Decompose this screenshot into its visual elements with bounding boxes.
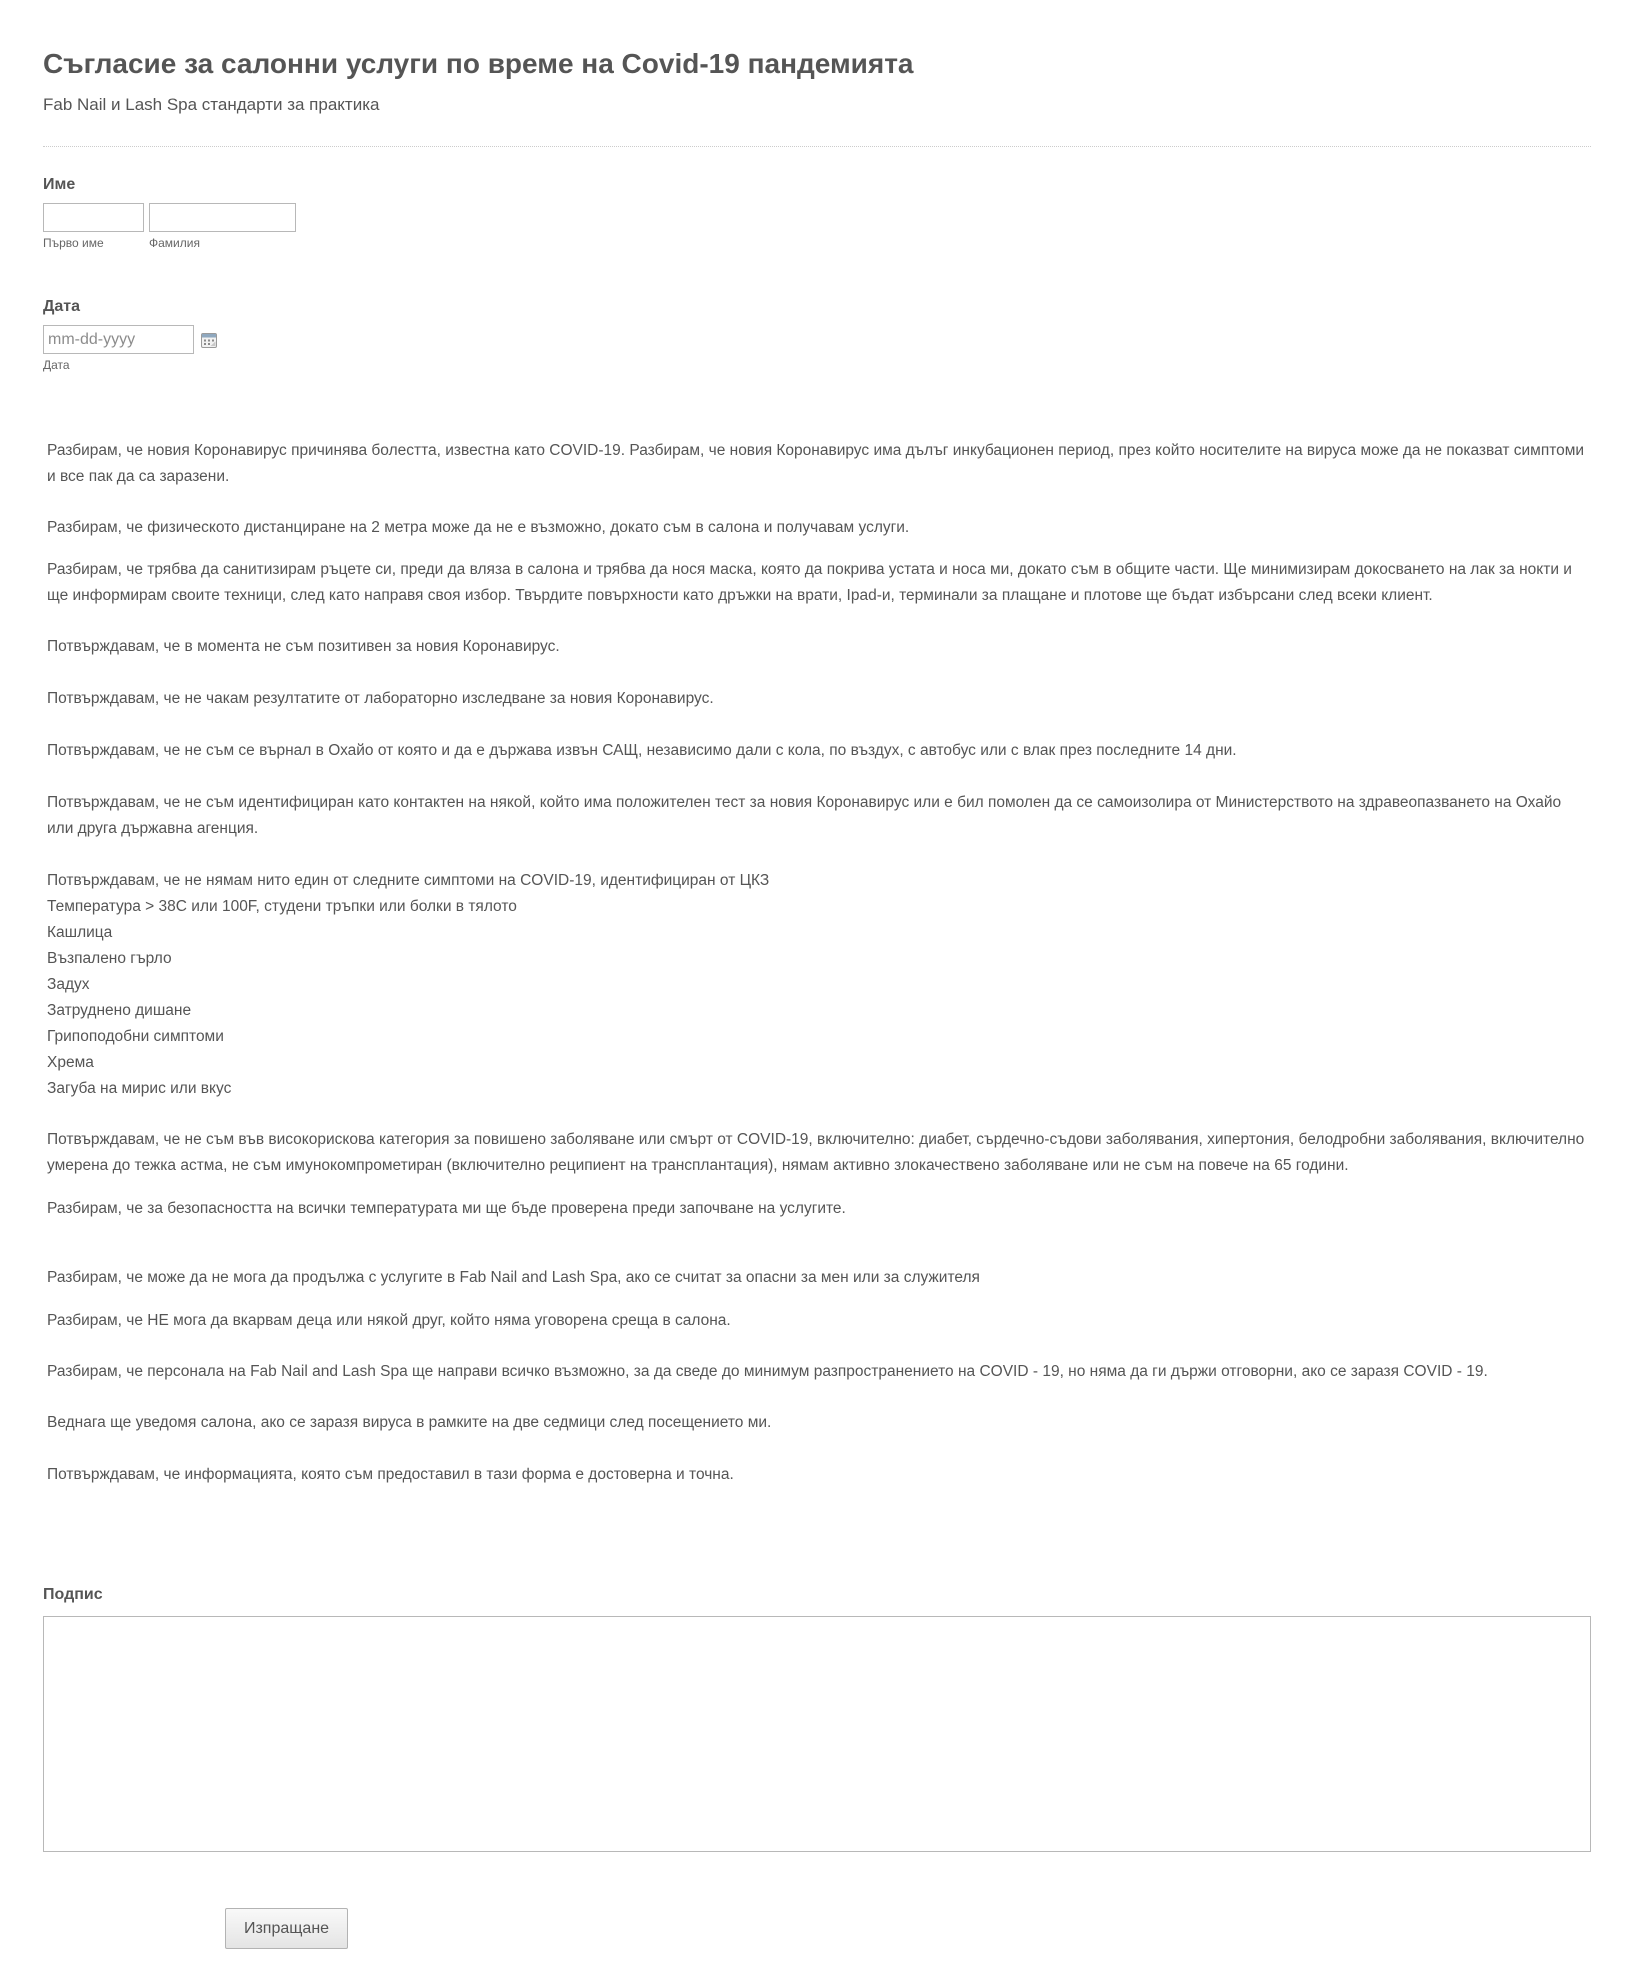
consent-paragraph: Разбирам, че за безопасността на всички температурата ми ще бъде проверена преди започване на услугите. <box>47 1200 846 1217</box>
consent-paragraph: Веднага ще уведомя салона, ако се заразя вируса в рамките на две седмици след посещението ми. <box>47 1414 772 1431</box>
consent-paragraph: Потвърждавам, че не съм във високорискова категория за повишено заболяване или смърт от COVID-19, включително: диабет, сърдечно-съдови заболявания, хипертония, белодробни заболявания, включително умерена до тежка астма, не съм имунокомпрометиран (включително реципиент на трансплантация), нямам активно злокачествено заболяване или не съм на повече на 65 години. <box>47 1131 1585 1174</box>
symptom-item: Задух <box>47 976 90 993</box>
symptom-item: Кашлица <box>47 924 113 941</box>
symptom-item: Затруднено дишане <box>47 1002 192 1019</box>
date-input[interactable] <box>43 325 194 354</box>
symptom-list <box>47 894 1587 1102</box>
consent-paragraph: Разбирам, че персонала на Fab Nail and Lash Spa ще направи всичко възможно, за да сведе до минимум разпространението на COVID - 19, но няма да ги държи отговорни, ако се заразя COVID - 19. <box>47 1363 1488 1380</box>
consent-paragraph: Разбирам, че НЕ мога да вкарвам деца или някой друг, който няма уговорена среща в салона. <box>47 1312 731 1329</box>
consent-paragraph: Потвърждавам, че не нямам нито един от следните симптоми на COVID-19, идентифициран от ЦКЗ <box>47 872 770 889</box>
last-name-sublabel: Фамилия <box>149 236 200 250</box>
consent-paragraph: Разбирам, че трябва да санитизирам ръцете си, преди да вляза в салона и трябва да нося маска, която да покрива устата и носа ми, докато съм в общите части. Ще минимизирам докосването на лак за нокти и ще информирам своите техници, след като направя своя избор. Твърдите повърхности като дръжки на врати, Ipad-и, терминали за плащане и плотове ще бъдат избърсани след всеки клиент. <box>47 561 1572 604</box>
symptom-item: Загуба на мирис или вкус <box>47 1080 232 1097</box>
consent-paragraph: Потвърждавам, че не съм се върнал в Охайо от която и да е държава извън САЩ, независимо дали с кола, по въздух, с автобус или с влак през последните 14 дни. <box>47 742 1237 759</box>
consent-text <box>47 438 1587 1488</box>
consent-paragraph: Разбирам, че новия Коронавирус причинява болестта, известна като COVID-19. Разбирам, че новия Коронавирус има дълъг инкубационен период, през който носителите на вируса може да не показват симптоми и все пак да са заразени. <box>47 442 1585 485</box>
consent-paragraph: Потвърждавам, че в момента не съм позитивен за новия Коронавирус. <box>47 638 560 655</box>
symptom-item: Температура > 38C или 100F, студени тръпки или болки в тялото <box>47 898 517 915</box>
consent-paragraph: Разбирам, че може да не мога да продължа с услугите в Fab Nail and Lash Spa, ако се считат за опасни за мен или за служителя <box>47 1269 980 1286</box>
signature-pad[interactable] <box>43 1616 1591 1852</box>
form-title: Съгласие за салонни услуги по време на Covid-19 пандемията <box>43 48 914 79</box>
consent-paragraph: Разбирам, че физическото дистанциране на 2 метра може да не е възможно, докато съм в салона и получавам услуги. <box>47 519 910 536</box>
signature-label: Подпис <box>43 1586 103 1603</box>
last-name-input[interactable] <box>149 203 296 232</box>
consent-paragraph: Потвърждавам, че информацията, която съм предоставил в тази форма е достоверна и точна. <box>47 1466 734 1483</box>
first-name-sublabel: Първо име <box>43 236 104 250</box>
symptom-item: Възпалено гърло <box>47 950 172 967</box>
submit-button[interactable]: Изпращане <box>225 1908 348 1949</box>
symptom-item: Грипоподобни симптоми <box>47 1028 224 1045</box>
date-label: Дата <box>43 298 81 315</box>
symptom-item: Хрема <box>47 1054 94 1071</box>
header-divider <box>43 146 1591 147</box>
form-subtitle: Fab Nail и Lash Spa стандарти за практика <box>43 95 380 114</box>
date-sublabel: Дата <box>43 358 70 372</box>
consent-paragraph: Потвърждавам, че не съм идентифициран като контактен на някой, който има положителен тест за новия Коронавирус или е бил помолен да се самоизолира от Министерството на здравеопазването на Охайо или друга държавна агенция. <box>47 794 1562 837</box>
name-label: Име <box>43 176 76 193</box>
calendar-icon[interactable] <box>201 333 217 348</box>
first-name-input[interactable] <box>43 203 144 232</box>
consent-paragraph: Потвърждавам, че не чакам резултатите от лабораторно изследване за новия Коронавирус. <box>47 690 714 707</box>
